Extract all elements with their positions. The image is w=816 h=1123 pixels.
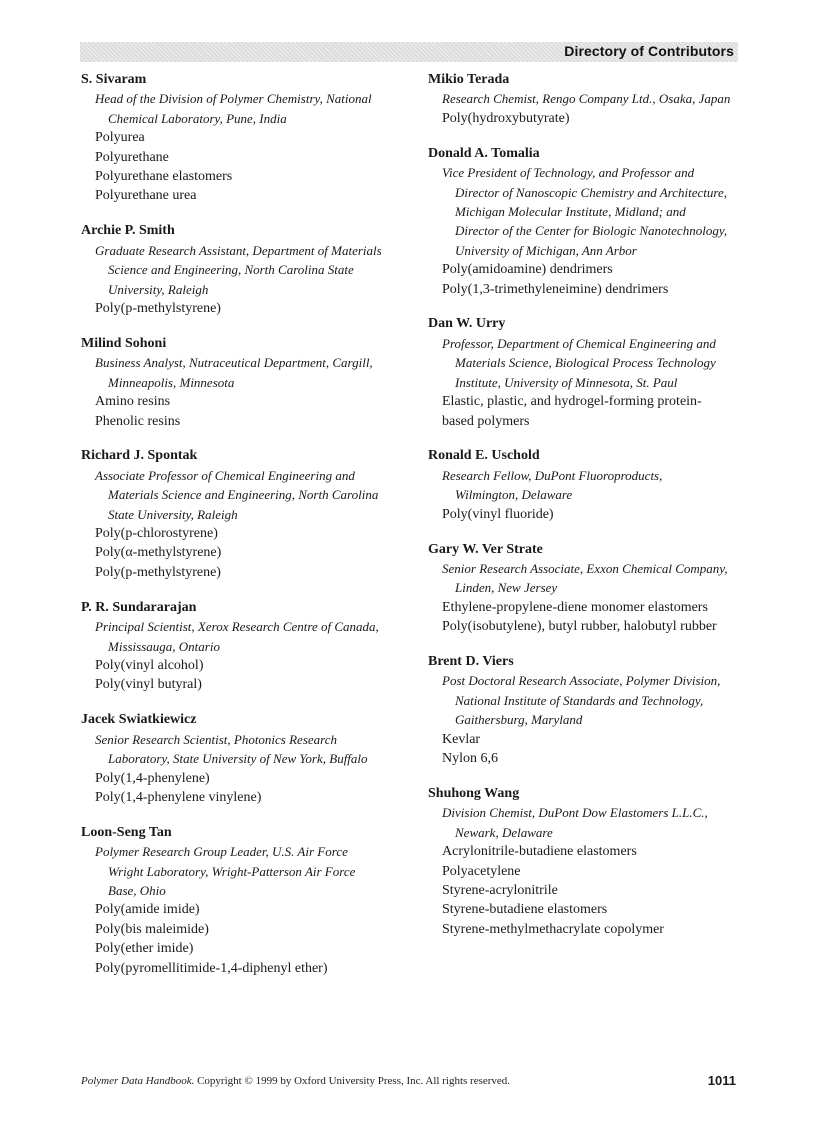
contributed-topic: Polyurethane urea <box>95 188 197 204</box>
contributed-topic: Styrene-methylmethacrylate copolymer <box>442 921 664 937</box>
affiliation-line: Wilmington, Delaware <box>455 487 573 503</box>
contributor-name: Loon-Seng Tan <box>81 824 172 840</box>
contributed-topic: Acrylonitrile-butadiene elastomers <box>442 844 637 860</box>
affiliation-line: Vice President of Technology, and Professor and <box>442 165 695 181</box>
affiliation-line: Polymer Research Group Leader, U.S. Air Force <box>95 844 348 860</box>
contributed-topic: Poly(isobutylene), butyl rubber, halobutyl rubber <box>442 619 717 635</box>
copyright-footer <box>81 1075 510 1087</box>
affiliation-line: Chemical Laboratory, Pune, India <box>108 110 287 126</box>
affiliation-line: Linden, New Jersey <box>455 580 558 596</box>
contributor-name: Jacek Swiatkiewicz <box>81 712 197 728</box>
contributor-name: Richard J. Spontak <box>81 448 198 464</box>
contributed-topic: Poly(1,4-phenylene) <box>95 770 210 786</box>
affiliation-line: Director of Nanoscopic Chemistry and Architecture, <box>455 184 727 200</box>
contributor-name: P. R. Sundararajan <box>81 599 197 615</box>
affiliation-line: Gaithersburg, Maryland <box>455 712 583 728</box>
affiliation-line: Associate Professor of Chemical Engineering and <box>95 467 355 483</box>
footer-book-title: Polymer Data Handbook. <box>81 1075 195 1087</box>
contributed-topic: Amino resins <box>95 394 171 410</box>
contributed-topic: based polymers <box>442 413 530 429</box>
contributor-name: Mikio Terada <box>428 72 510 87</box>
contributor-entry <box>81 823 406 978</box>
contributors-column-right <box>428 70 748 955</box>
affiliation-line: Senior Research Scientist, Photonics Research <box>95 731 338 747</box>
contributor-entry <box>428 70 748 128</box>
contributed-topic: Styrene-acrylonitrile <box>442 883 558 899</box>
affiliation-line: Research Fellow, DuPont Fluoroproducts, <box>442 467 663 483</box>
contributed-topic: Poly(p-methylstyrene) <box>95 564 221 580</box>
affiliation-line: Business Analyst, Nutraceutical Department, Cargill, <box>95 355 373 371</box>
contributor-affiliation <box>81 89 406 128</box>
contributor-affiliation <box>428 466 748 505</box>
affiliation-line: Laboratory, State University of New York, Buffalo <box>108 751 368 767</box>
contributed-topic: Nylon 6,6 <box>442 751 498 767</box>
affiliation-line: Base, Ohio <box>108 883 166 899</box>
affiliation-line: Newark, Delaware <box>455 824 553 840</box>
contributor-affiliation <box>81 241 406 299</box>
contributed-topic: Phenolic resins <box>95 413 181 429</box>
contributed-topic: Kevlar <box>442 731 481 747</box>
contributor-affiliation <box>81 466 406 524</box>
affiliation-line: Materials Science, Biological Process Technology <box>455 355 716 371</box>
affiliation-line: Michigan Molecular Institute, Midland; and <box>455 203 686 219</box>
contributed-topic: Poly(1,3-trimethyleneimine) dendrimers <box>442 281 669 297</box>
affiliation-line: Science and Engineering, North Carolina State <box>108 262 354 278</box>
affiliation-line: Materials Science and Engineering, North Carolina <box>108 487 379 503</box>
affiliation-line: Professor, Department of Chemical Engineering and <box>442 335 716 351</box>
contributed-topic: Poly(bis maleimide) <box>95 921 209 937</box>
contributed-topic: Ethylene-propylene-diene monomer elastomers <box>442 599 708 615</box>
contributor-name: Donald A. Tomalia <box>428 145 540 161</box>
contributor-name: S. Sivaram <box>81 72 147 87</box>
contributors-column-left <box>81 70 406 994</box>
contributor-entry <box>81 598 406 695</box>
affiliation-line: Head of the Division of Polymer Chemistry, National <box>95 91 372 107</box>
contributor-affiliation <box>428 671 748 729</box>
contributor-entry <box>428 314 748 430</box>
contributor-entry <box>81 710 406 807</box>
affiliation-line: Mississauga, Ontario <box>108 638 220 654</box>
contributed-topic: Polyurethane <box>95 149 169 165</box>
contributor-entry <box>81 446 406 582</box>
affiliation-line: Graduate Research Assistant, Department of Materials <box>95 242 382 258</box>
contributed-topic: Poly(p-chlorostyrene) <box>95 526 218 542</box>
affiliation-line: Institute, University of Minnesota, St. Paul <box>455 374 678 390</box>
affiliation-line: Minneapolis, Minnesota <box>108 374 235 390</box>
contributor-affiliation <box>428 559 748 598</box>
contributor-entry <box>81 70 406 206</box>
contributed-topic: Poly(amidoamine) dendrimers <box>442 262 613 278</box>
affiliation-line: National Institute of Standards and Technology, <box>455 692 704 708</box>
affiliation-line: University, Raleigh <box>108 281 209 297</box>
contributor-affiliation <box>81 842 406 900</box>
contributor-name: Gary W. Ver Strate <box>428 541 543 557</box>
affiliation-line: State University, Raleigh <box>108 506 238 522</box>
affiliation-line: Principal Scientist, Xerox Research Centre of Canada, <box>95 619 379 635</box>
contributor-entry <box>428 144 748 299</box>
contributed-topic: Poly(1,4-phenylene vinylene) <box>95 789 262 805</box>
contributed-topic: Elastic, plastic, and hydrogel-forming protein- <box>442 394 702 410</box>
contributor-affiliation <box>428 334 748 392</box>
contributor-entry <box>428 540 748 637</box>
contributed-topic: Poly(ether imide) <box>95 941 194 957</box>
contributor-affiliation <box>428 89 748 108</box>
contributor-affiliation <box>81 353 406 392</box>
contributed-topic: Poly(p-methylstyrene) <box>95 300 221 316</box>
contributor-name: Ronald E. Uschold <box>428 448 540 464</box>
contributor-name: Dan W. Urry <box>428 316 506 332</box>
affiliation-line: Senior Research Associate, Exxon Chemical Company, <box>442 560 728 576</box>
affiliation-line: Wright Laboratory, Wright-Patterson Air Force <box>108 863 356 879</box>
contributor-name: Shuhong Wang <box>428 786 520 801</box>
affiliation-line: University of Michigan, Ann Arbor <box>455 242 637 258</box>
contributor-entry <box>428 652 748 768</box>
running-header <box>80 42 738 62</box>
contributor-entry <box>428 784 748 939</box>
contributor-affiliation <box>81 730 406 769</box>
affiliation-line: Division Chemist, DuPont Dow Elastomers L.L.C., <box>442 805 708 821</box>
contributor-entry <box>81 221 406 318</box>
contributor-name: Milind Sohoni <box>81 335 167 351</box>
contributed-topic: Poly(pyromellitimide-1,4-diphenyl ether) <box>95 960 328 976</box>
contributed-topic: Poly(vinyl fluoride) <box>442 506 554 522</box>
contributor-affiliation <box>428 163 748 260</box>
contributed-topic: Poly(vinyl butyral) <box>95 677 202 693</box>
contributed-topic: Styrene-butadiene elastomers <box>442 902 608 918</box>
footer-copyright: Copyright © 1999 by Oxford University Press, Inc. All rights reserved. <box>194 1075 511 1087</box>
contributor-entry <box>428 446 748 524</box>
contributed-topic: Poly(α-methylstyrene) <box>95 545 222 561</box>
contributed-topic: Polyacetylene <box>442 863 521 879</box>
contributed-topic: Polyurethane elastomers <box>95 169 233 185</box>
contributor-affiliation <box>428 803 748 842</box>
contributor-name: Brent D. Viers <box>428 654 514 670</box>
contributor-name: Archie P. Smith <box>81 223 175 239</box>
contributed-topic: Poly(hydroxybutyrate) <box>442 110 570 126</box>
affiliation-line: Research Chemist, Rengo Company Ltd., Osaka, Japan <box>442 91 731 107</box>
affiliation-line: Post Doctoral Research Associate, Polymer Division, <box>442 673 721 689</box>
affiliation-line: Director of the Center for Biologic Nanotechnology, <box>455 223 728 239</box>
contributed-topic: Poly(vinyl alcohol) <box>95 657 204 673</box>
page-number: 1011 <box>707 1073 736 1088</box>
contributor-affiliation <box>81 617 406 656</box>
header-title: Directory of Contributors <box>564 43 734 59</box>
contributed-topic: Polyurea <box>95 130 145 146</box>
contributor-entry <box>81 334 406 431</box>
contributed-topic: Poly(amide imide) <box>95 902 200 918</box>
